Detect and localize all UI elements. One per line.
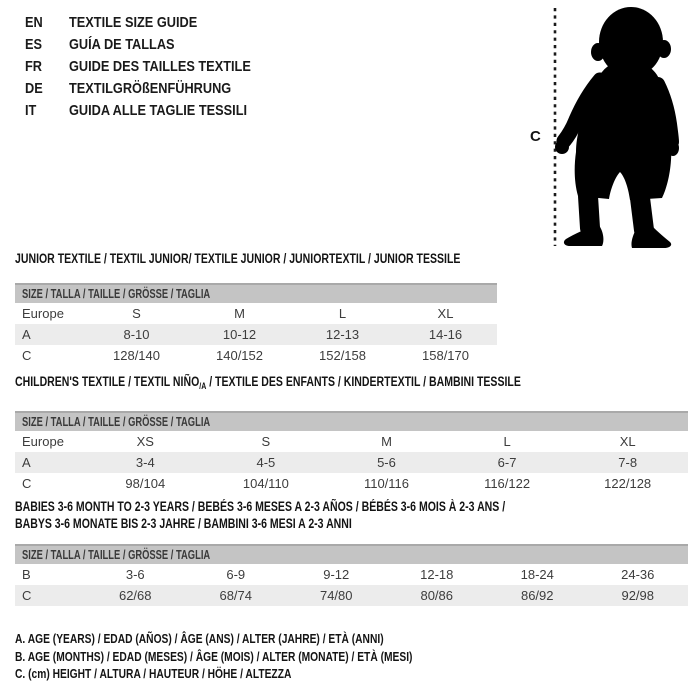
size-cell: 5-6: [377, 455, 396, 470]
footnote-c: C. (cm) HEIGHT / ALTURA / HAUTEUR / HÖHE / ALTEZZA: [15, 667, 292, 681]
size-cell: 110/116: [363, 476, 410, 491]
table-title: [15, 498, 540, 532]
row-label: C: [22, 588, 32, 603]
row-label: C: [22, 476, 32, 491]
size-cell: 140/152: [216, 348, 263, 363]
lang-code: EN: [25, 13, 43, 31]
size-cell: 24-36: [621, 567, 655, 582]
size-cell: XL: [619, 434, 636, 449]
table-row: [15, 345, 497, 366]
size-cell: 3-4: [135, 455, 155, 470]
table-title: JUNIOR TEXTILE / TEXTIL JUNIOR/ TEXTILE JUNIOR / JUNIORTEXTIL / JUNIOR TESSILE: [15, 251, 461, 266]
size-cell: 12-13: [325, 327, 360, 342]
size-header-bar: [15, 411, 688, 431]
lang-code: FR: [25, 57, 42, 75]
table-row: [15, 452, 688, 473]
size-cell: 152/158: [319, 348, 366, 363]
babies-size-table: [15, 498, 688, 606]
lang-label: GUÍA DE TALLAS: [69, 35, 175, 53]
footnotes: [15, 631, 500, 684]
list-item: [25, 99, 283, 121]
lang-code: DE: [25, 79, 43, 97]
title-line: BABIES 3-6 MONTH TO 2-3 YEARS / BEBÉS 3-6 MESES A 2-3 AÑOS / BÉBÉS 3-6 MOIS À 2-3 ANS /: [15, 499, 506, 514]
list-item: [25, 11, 283, 33]
size-cell: 62/68: [118, 588, 152, 603]
size-cell: 7-8: [618, 455, 638, 470]
size-cell: 86/92: [520, 588, 554, 603]
lang-label: GUIDE DES TAILLES TEXTILE: [69, 57, 251, 75]
table-title: [15, 374, 540, 394]
table-row: [15, 473, 688, 494]
size-cell: 6-9: [226, 567, 246, 582]
size-cell: 128/140: [113, 348, 160, 363]
title-subscript: /A: [199, 381, 207, 391]
size-cell: 116/122: [484, 476, 531, 491]
size-cell: L: [338, 306, 347, 321]
row-label: B: [22, 567, 31, 582]
size-cell: M: [381, 434, 392, 449]
height-measure-figure: [512, 0, 700, 252]
size-cell: 74/80: [319, 588, 353, 603]
size-cell: 92/98: [621, 588, 655, 603]
language-title-list: [25, 11, 283, 121]
row-label: Europe: [22, 306, 64, 321]
footnote-a: A. AGE (YEARS) / EDAD (AÑOS) / ÂGE (ANS) / ALTER (JAHRE) / ETÀ (ANNI): [15, 632, 384, 646]
size-cell: XS: [136, 434, 154, 449]
size-header-label: SIZE / TALLA / TAILLE / GRÖSSE / TAGLIA: [22, 548, 211, 562]
lang-label: GUIDA ALLE TAGLIE TESSILI: [69, 101, 248, 119]
size-cell: 18-24: [520, 567, 554, 582]
size-cell: 10-12: [222, 327, 257, 342]
size-header-label: SIZE / TALLA / TAILLE / GRÖSSE / TAGLIA: [22, 415, 211, 429]
table-row: [15, 431, 688, 452]
row-label: Europe: [22, 434, 64, 449]
list-item: [25, 55, 283, 77]
height-measure-label: C: [530, 128, 541, 145]
row-label: A: [22, 327, 31, 342]
footnote-b: B. AGE (MONTHS) / EDAD (MESES) / ÂGE (MOIS) / ALTER (MONATE) / ETÀ (MESI): [15, 649, 413, 664]
title-text: / TEXTILE DES ENFANTS / KINDERTEXTIL / BAMBINI TESSILE: [206, 374, 521, 389]
size-cell: 6-7: [497, 455, 517, 470]
title-text: CHILDREN'S TEXTILE / TEXTIL NIÑO: [15, 374, 200, 389]
size-header-label: SIZE / TALLA / TAILLE / GRÖSSE / TAGLIA: [22, 287, 211, 301]
title-line: BABYS 3-6 MONATE BIS 2-3 JAHRE / BAMBINI 3-6 MESI A 2-3 ANNI: [15, 516, 352, 531]
lang-label: TEXTILE SIZE GUIDE: [69, 13, 198, 31]
lang-code: IT: [25, 101, 37, 119]
size-cell: 80/86: [420, 588, 454, 603]
size-cell: 9-12: [323, 567, 350, 582]
lang-label: TEXTILGRÖßENFÜHRUNG: [69, 79, 232, 97]
size-cell: XL: [437, 306, 454, 321]
lang-code: ES: [25, 35, 43, 53]
size-header-bar: [15, 544, 688, 564]
size-cell: L: [503, 434, 511, 449]
children-size-table: [15, 374, 688, 494]
size-cell: M: [234, 306, 245, 321]
baby-silhouette: [555, 7, 679, 248]
size-cell: S: [132, 306, 141, 321]
size-cell: 104/110: [242, 476, 289, 491]
size-cell: 68/74: [219, 588, 253, 603]
row-label: C: [22, 348, 32, 363]
table-row: [15, 585, 688, 606]
junior-size-table: [15, 251, 497, 366]
table-row: [15, 564, 688, 585]
size-cell: S: [261, 434, 271, 449]
table-row: [15, 303, 497, 324]
size-cell: 14-16: [428, 327, 463, 342]
size-cell: 4-5: [256, 455, 276, 470]
table-row: [15, 324, 497, 345]
baby-figure: [512, 0, 700, 252]
list-item: [25, 77, 283, 99]
size-cell: 3-6: [125, 567, 145, 582]
list-item: [25, 33, 283, 55]
size-cell: 158/170: [422, 348, 469, 363]
size-cell: 8-10: [123, 327, 150, 342]
size-header-bar: [15, 283, 497, 303]
size-cell: 122/128: [604, 476, 652, 491]
size-cell: 98/104: [125, 476, 166, 491]
row-label: A: [22, 455, 31, 470]
size-cell: 12-18: [420, 567, 454, 582]
